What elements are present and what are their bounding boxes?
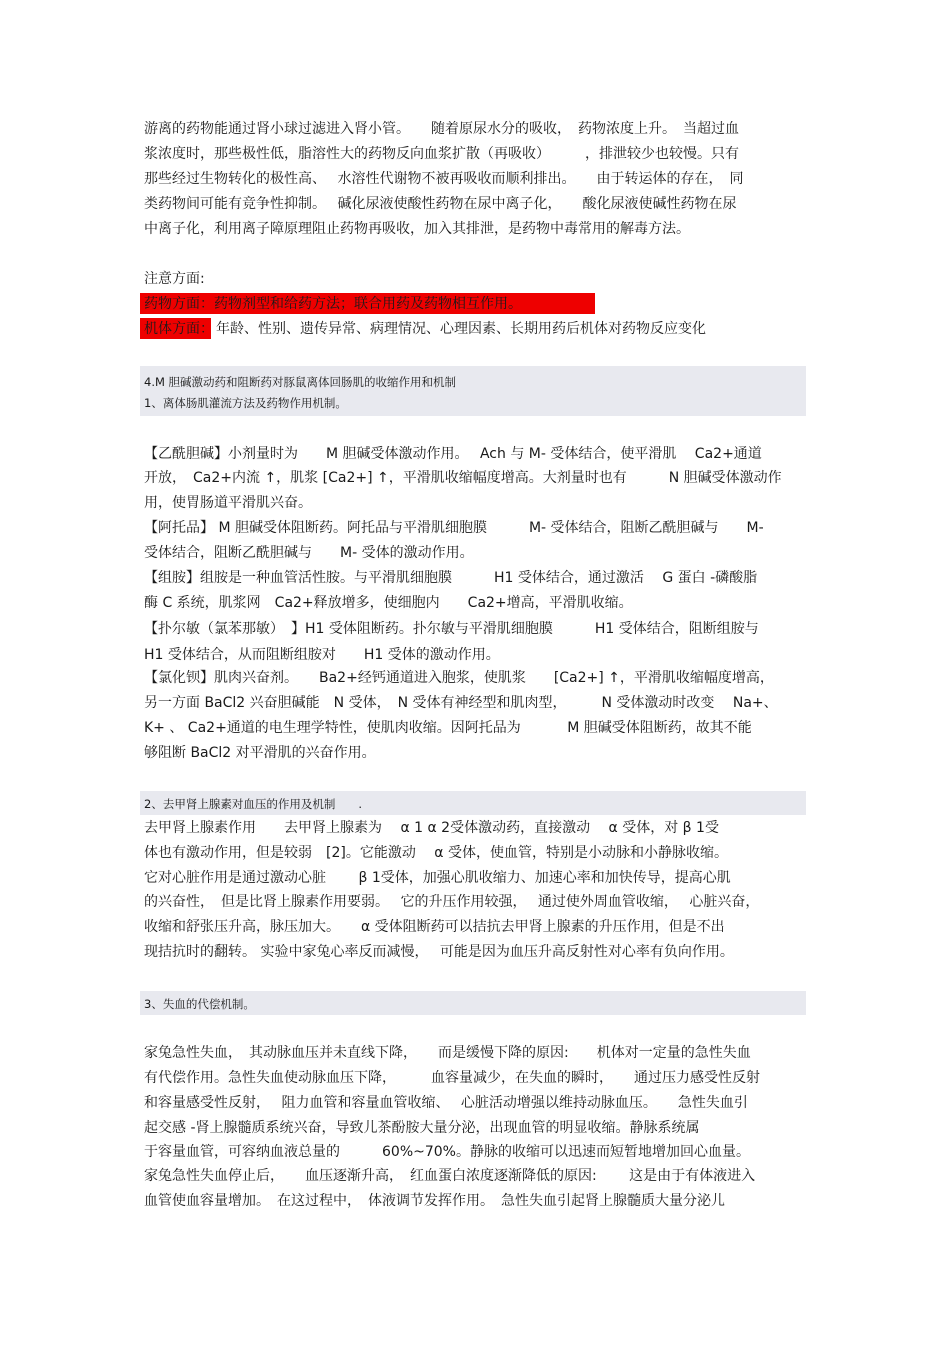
section-title: 3、失血的代偿机制。: [144, 997, 255, 1011]
section-text-line: 它对心脏作用是通过激动心脏 β 1受体，加强心肌收缩力、加速心率和加快传导，提高心肌: [144, 870, 731, 886]
drug-text-line: 【组胺】组胺是一种血管活性胺。与平滑肌细胞膜 H1 受体结合，通过激活 G 蛋白 -磷酸脂: [144, 570, 758, 586]
body-text-line: 游离的药物能通过肾小球过滤进入肾小管。 随着原尿水分的吸收， 药物浓度上升。 当超过血: [144, 121, 739, 137]
section-text-line: 的兴奋性， 但是比肾上腺素作用要弱。 它的升压作用较强， 通过使外周血管收缩， 心脏兴奋，: [144, 894, 760, 910]
section-subtitle: 1、离体肠肌灌流方法及药物作用机制。: [144, 396, 347, 410]
drug-text-line: 够阻断 BaCl2 对平滑肌的兴奋作用。: [144, 745, 376, 761]
section-text-line: 体也有激动作用，但是较弱 [2]。它能激动 α 受体，使血管，特别是小动脉和小静脉收缩。: [144, 845, 728, 861]
section-text-line: 于容量血管，可容纳血液总量的 60%~70%。静脉的收缩可以迅速而短暂地增加回心血量。: [144, 1144, 750, 1160]
drug-text-line: 【氯化钡】肌肉兴奋剂。 Ba2+经钙通道进入胞浆，使肌浆 [Ca2+] ↑，平滑肌收缩幅度增高，: [144, 670, 774, 686]
drug-text-line: 【扑尔敏（氯苯那敏） 】H1 受体阻断药。扑尔敏与平滑肌细胞膜 H1 受体结合，阻断组胺与: [144, 621, 759, 637]
body-text-line: 浆浓度时，那些极性低，脂溶性大的药物反向血浆扩散（再吸收） ，排泄较少也较慢。只有: [144, 146, 739, 162]
body-text-line: 类药物间可能有竞争性抑制。 碱化尿液使酸性药物在尿中离子化， 酸化尿液使碱性药物在尿: [144, 196, 737, 212]
section-text-line: 和容量感受性反射， 阻力血管和容量血管收缩、 心脏活动增强以维持动脉血压。 急性失血引: [144, 1095, 748, 1111]
section-title: 2、去甲肾上腺素对血压的作用及机制 .: [144, 797, 362, 811]
section-text-line: 家兔急性失血停止后， 血压逐渐升高， 红血蛋白浓度逐渐降低的原因: 这是由于有体液进入: [144, 1168, 756, 1184]
section-text-line: 现拮抗时的翻转。 实验中家兔心率反而减慢， 可能是因为血压升高反射性对心率有负向作用。: [144, 944, 734, 960]
drug-text-line: 开放， Ca2+内流 ↑，肌浆 [Ca2+] ↑，平滑肌收缩幅度增高。大剂量时也有 N 胆碱受体激动作: [144, 470, 782, 486]
section-title: 4.M 胆碱激动药和阻断药对豚鼠离体回肠肌的收缩作用和机制: [144, 375, 457, 389]
drug-text-line: 酶 C 系统，肌浆网 Ca2+释放增多，使细胞内 Ca2+增高，平滑肌收缩。: [144, 595, 633, 611]
drug-text-line: K+ 、 Ca2+通道的电生理学特性，使肌肉收缩。因阿托品为 M 胆碱受体阻断药，故其不能: [144, 720, 752, 736]
body-text-line: 那些经过生物转化的极性高、 水溶性代谢物不被再吸收而顺利排出。 由于转运体的存在， 同: [144, 171, 744, 187]
drug-text-line: 【乙酰胆碱】小剂量时为 M 胆碱受体激动作用。 Ach 与 M- 受体结合，使平滑肌 Ca2+通道: [144, 446, 762, 462]
drug-text-line: 受体结合，阻断乙酰胆碱与 M- 受体的激动作用。: [144, 545, 474, 561]
attention-heading: 注意方面:: [144, 271, 205, 287]
body-text-line: 中离子化，利用离子障原理阻止药物再吸收，加入其排泄，是药物中毒常用的解毒方法。: [144, 221, 690, 237]
drug-text-line: H1 受体结合，从而阻断组胺对 H1 受体的激动作用。: [144, 647, 500, 663]
section-text-line: 起交感 -肾上腺髓质系统兴奋，导致儿茶酚胺大量分泌，出现血管的明显收缩。静脉系统属: [144, 1120, 700, 1136]
body-aspects-label: 机体方面：: [144, 321, 214, 337]
section-text-line: 家兔急性失血， 其动脉血压并未直线下降， 而是缓慢下降的原因: 机体对一定量的急性失血: [144, 1045, 751, 1061]
section-text-line: 血管使血容量增加。 在这过程中， 体液调节发挥作用。 急性失血引起肾上腺髓质大量分泌儿: [144, 1193, 725, 1209]
section-text-line: 有代偿作用。急性失血使动脉血压下降， 血容量减少，在失血的瞬时， 通过压力感受性反射: [144, 1070, 760, 1086]
section-text-line: 去甲肾上腺素作用 去甲肾上腺素为 α 1 α 2受体激动药，直接激动 α 受体，对 β 1受: [144, 820, 719, 836]
drug-aspects-line: 药物方面：药物剂型和给药方法；联合用药及药物相互作用。: [144, 296, 522, 312]
drug-text-line: 用，使胃肠道平滑肌兴奋。: [144, 495, 312, 511]
drug-text-line: 另一方面 BaCl2 兴奋胆碱能 N 受体， N 受体有神经型和肌肉型， N 受体激动时改变 Na+、: [144, 695, 778, 711]
body-aspects-text: 年龄、性别、遗传异常、病理情况、心理因素、长期用药后机体对药物反应变化: [216, 321, 706, 337]
section-text-line: 收缩和舒张压升高，脉压加大。 α 受体阻断药可以拮抗去甲肾上腺素的升压作用，但是不出: [144, 919, 725, 935]
drug-text-line: 【阿托品】 M 胆碱受体阻断药。阿托品与平滑肌细胞膜 M- 受体结合，阻断乙酰胆碱与 M-: [144, 520, 764, 536]
